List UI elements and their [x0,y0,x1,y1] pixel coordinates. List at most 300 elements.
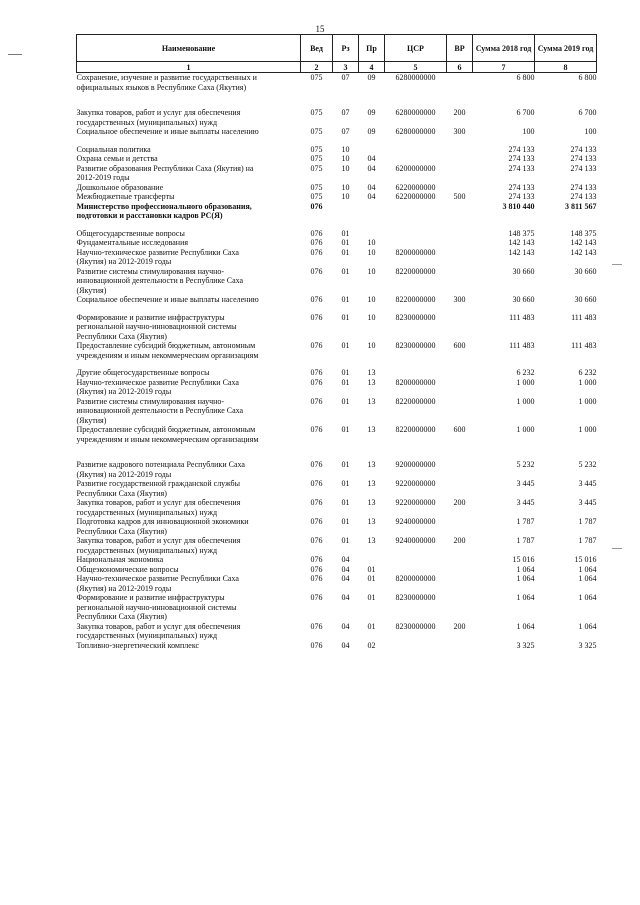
column-number: 4 [359,62,385,73]
cell-name-line: инновационной деятельности в Республике Саха [76,406,244,415]
cell-sum-2019: 1 787 [578,517,597,526]
cell-csr [385,368,447,378]
cell-name-line: Предоставление субсидий бюджетным, автономным [76,341,256,350]
cell-name [77,164,301,183]
cell-pr: 10 [367,266,376,276]
cell-name-line: Республики Саха (Якутия) [76,612,167,621]
cell-name-line: Республики Саха (Якутия) [76,331,167,341]
cell-rz: 04 [341,555,350,564]
cell-ved: 076 [310,564,323,574]
cell-name-line: Фундаментальные исследования [76,238,189,247]
cell-rz: 10 [341,144,350,154]
cell-rz: 04 [341,621,350,631]
cell-ved: 076 [310,593,323,602]
cell-sum-2018: 1 787 [516,517,535,526]
cell-sum-2018: 1 787 [516,536,535,545]
margin-mark [612,264,622,265]
cell-pr: 10 [367,312,376,322]
cell-pr: 09 [367,108,376,117]
cell-name [77,192,301,202]
cell-vr [447,565,473,575]
cell-sum-2019: 1 064 [578,621,597,631]
cell-pr [359,145,385,155]
cell-sum-2019: 1 064 [578,593,597,602]
cell-vr [447,555,473,565]
cell-pr: 13 [367,368,376,377]
cell-pr [359,229,385,239]
cell-pr: 01 [367,574,376,583]
cell-rz: 01 [341,368,350,377]
cell-vr [447,145,473,155]
cell-name [77,425,301,444]
cell-name-line: Другие общегосударственные вопросы [76,368,210,377]
cell-sum-2019: 148 375 [570,228,597,238]
cell-rz: 04 [341,564,350,574]
cell-csr: 9200000000 [395,460,436,469]
table-row [77,517,597,536]
cell-csr: 9220000000 [395,498,436,507]
cell-rz: 01 [341,238,350,247]
table-row [77,425,597,444]
cell-pr: 01 [367,564,376,574]
cell-name-line: Социальное обеспечение и иные выплаты населению [76,127,259,136]
cell-rz: 01 [341,425,350,434]
cell-name [77,248,301,267]
column-number: 5 [385,62,447,73]
cell-ved: 076 [310,312,323,322]
cell-pr [359,202,385,221]
cell-name-line: Общеэкономические вопросы [76,564,179,574]
cell-sum-2018: 30 660 [512,266,535,276]
cell-name-line: государственных (муниципальных) нужд [76,117,218,127]
cell-csr: 8220000000 [395,295,436,304]
cell-pr: 13 [367,377,376,387]
cell-sum-2018: 6 232 [516,368,535,377]
cell-name-line: Социальное обеспечение и иные выплаты населению [76,295,259,304]
cell-name-line: Закупка товаров, работ и услуг для обеспечения [76,621,241,631]
cell-rz: 10 [341,192,350,201]
cell-name [77,183,301,193]
cell-csr: 8230000000 [395,621,436,631]
cell-vr [447,368,473,378]
cell-sum-2018: 111 483 [509,341,535,350]
cell-csr: 8220000000 [395,266,436,276]
cell-pr: 01 [367,593,376,602]
cell-sum-2018: 5 232 [516,460,535,469]
cell-vr: 600 [453,341,466,350]
cell-rz: 04 [341,574,350,583]
cell-name-line: Министерство профессионального образования, [76,201,252,211]
row-spacer-cell [77,444,597,452]
cell-name-line: (Якутия) на 2012-2019 годы [76,469,172,479]
cell-csr [385,565,447,575]
cell-ved: 076 [310,295,323,304]
cell-rz: 07 [341,127,350,136]
cell-vr [447,517,473,536]
cell-vr [447,593,473,622]
cell-csr: 9220000000 [395,479,436,488]
cell-name [77,593,301,622]
cell-name-line: (Якутия) [76,285,107,295]
cell-ved: 075 [310,73,323,82]
row-spacer [77,305,597,313]
column-header-rz: Рз [333,35,359,62]
row-spacer [77,221,597,229]
cell-vr [447,460,473,479]
table-row [77,368,597,378]
cell-sum-2019: 6 232 [578,368,597,377]
cell-sum-2018: 1 064 [516,593,535,602]
cell-name [77,127,301,137]
cell-sum-2018: 1 000 [516,396,535,406]
cell-rz: 01 [341,295,350,304]
table-row [77,593,597,622]
cell-vr [447,229,473,239]
cell-vr [447,267,473,296]
cell-csr: 9240000000 [395,517,436,526]
cell-ved: 076 [310,574,323,583]
cell-sum-2018: 3 445 [516,479,535,488]
cell-csr [385,202,447,221]
cell-name-line: Сохранение, изучение и развитие государственных и [76,73,257,82]
table-row [77,73,597,93]
cell-vr: 300 [453,127,466,136]
cell-vr [447,397,473,426]
cell-name-line: Социальная политика [76,144,151,154]
cell-name [77,229,301,239]
budget-table-sheet [76,34,596,650]
cell-name-line: Закупка товаров, работ и услуг для обеспечения [76,498,241,507]
cell-pr [359,555,385,565]
cell-name-line: Предоставление субсидий бюджетным, автономным [76,425,256,434]
column-number: 3 [333,62,359,73]
column-number: 6 [447,62,473,73]
cell-name [77,108,301,127]
cell-sum-2019: 3 811 567 [564,201,597,211]
cell-sum-2019: 30 660 [574,295,597,304]
cell-sum-2019: 111 483 [571,341,597,350]
cell-name [77,341,301,360]
cell-csr [385,145,447,155]
cell-sum-2019: 3 325 [578,640,597,650]
cell-name-line: Развитие системы стимулирования научно- [76,396,225,406]
row-spacer [77,444,597,452]
cell-csr [385,641,447,651]
cell-pr: 13 [367,396,376,406]
table-row [77,574,597,593]
cell-sum-2018: 6 800 [516,73,535,82]
cell-name-line: Подготовка кадров для инновационной экономики [76,517,249,526]
cell-name-line: (Якутия) на 2012-2019 годы [76,583,172,593]
cell-sum-2019: 274 133 [570,144,597,154]
cell-ved: 076 [310,377,323,387]
table-row [77,378,597,397]
column-header-ved: Вед [301,35,333,62]
cell-ved: 076 [310,396,323,406]
cell-vr [447,154,473,164]
cell-ved: 075 [310,154,323,163]
margin-mark [612,548,622,549]
cell-name-line: (Якутия) на 2012-2019 годы [76,257,172,266]
cell-rz: 10 [341,182,350,192]
column-number: 7 [473,62,535,73]
cell-name-line: Развитие государственной гражданской службы [76,479,240,488]
cell-csr: 8230000000 [395,341,436,350]
table-row [77,229,597,239]
cell-sum-2019: 3 445 [578,479,597,488]
cell-ved: 076 [310,341,323,350]
table-row [77,202,597,221]
cell-csr [385,229,447,239]
cell-sum-2019: 15 016 [574,555,597,564]
cell-pr: 13 [367,498,376,507]
cell-name [77,378,301,397]
cell-vr [447,479,473,498]
table-row [77,238,597,248]
column-number: 1 [77,62,301,73]
table-row [77,622,597,641]
cell-csr: 8220000000 [395,396,436,406]
cell-rz: 07 [341,73,350,82]
column-header-sum-2019: Сумма 2019 год [535,35,597,62]
cell-name [77,313,301,342]
cell-rz: 07 [341,108,350,117]
cell-name-line: Национальная экономика [76,555,164,564]
cell-vr: 300 [453,295,466,304]
cell-pr: 10 [367,341,376,350]
cell-name-line: Формирование и развитие инфраструктуры [76,593,225,602]
cell-sum-2019: 274 133 [570,192,597,201]
cell-rz: 01 [341,341,350,350]
cell-vr: 200 [453,621,466,631]
cell-sum-2018: 6 700 [516,108,535,117]
cell-pr: 13 [367,460,376,469]
row-spacer-cell [77,305,597,313]
column-header-sum-2018: Сумма 2018 год [473,35,535,62]
cell-name-line: учреждениям и иным некоммерческим организациям [76,434,259,444]
table-row [77,267,597,296]
cell-vr: 200 [453,498,466,507]
cell-name [77,498,301,517]
cell-sum-2018: 3 445 [516,498,535,507]
cell-sum-2018: 274 133 [508,163,535,173]
cell-sum-2019: 5 232 [578,460,597,469]
cell-sum-2018: 142 143 [508,247,535,257]
cell-sum-2018: 142 143 [508,238,535,247]
cell-sum-2019: 1 787 [578,536,597,545]
cell-csr [385,238,447,248]
cell-vr [447,183,473,193]
cell-name-line: Охрана семьи и детства [76,154,158,163]
cell-vr [447,574,473,593]
cell-name [77,641,301,651]
cell-name-line: инновационной деятельности в Республике Саха [76,276,244,285]
row-spacer [77,137,597,145]
table-row [77,555,597,565]
cell-name-line: (Якутия) [76,415,107,425]
cell-csr: 6280000000 [395,73,436,82]
cell-name [77,574,301,593]
column-header-csr: ЦСР [385,35,447,62]
cell-rz: 01 [341,377,350,387]
table-row [77,192,597,202]
row-spacer-cell [77,360,597,368]
row-spacer [77,92,597,100]
cell-ved: 075 [310,182,323,192]
cell-sum-2018: 1 000 [516,425,535,434]
cell-name [77,460,301,479]
cell-vr [447,248,473,267]
cell-ved: 076 [310,266,323,276]
cell-csr: 6280000000 [395,108,436,117]
table-row [77,641,597,651]
cell-ved: 075 [310,192,323,201]
cell-ved: 076 [310,238,323,247]
row-spacer-cell [77,221,597,229]
cell-rz: 10 [341,163,350,173]
table-body [77,73,597,651]
cell-name-line: Республики Саха (Якутия) [76,526,167,536]
cell-csr: 8200000000 [395,574,436,583]
table-row [77,145,597,155]
cell-name-line: Общегосударственные вопросы [76,228,185,238]
table-row [77,479,597,498]
cell-vr [447,641,473,651]
cell-sum-2018: 3 325 [516,640,535,650]
cell-name-line: (Якутия) на 2012-2019 годы [76,387,172,396]
cell-csr: 9240000000 [395,536,436,545]
cell-vr [447,313,473,342]
cell-sum-2018: 1 064 [516,574,535,583]
cell-ved: 076 [310,555,323,564]
table-row [77,498,597,517]
cell-rz: 01 [341,266,350,276]
cell-ved: 076 [310,228,323,238]
cell-sum-2019: 1 000 [578,425,597,434]
cell-sum-2019: 111 483 [571,312,597,322]
cell-name [77,479,301,498]
row-spacer [77,452,597,460]
column-header-name: Наименование [77,35,301,62]
column-number: 2 [301,62,333,73]
cell-csr: 8230000000 [395,312,436,322]
cell-sum-2019: 30 660 [574,266,597,276]
cell-vr: 200 [453,536,466,545]
cell-csr: 8230000000 [395,593,436,602]
cell-pr: 04 [367,192,376,201]
cell-csr: 8200000000 [395,247,436,257]
cell-name-line: государственных (муниципальных) нужд [76,507,218,517]
cell-name [77,555,301,565]
cell-name [77,368,301,378]
table-row [77,341,597,360]
cell-pr: 13 [367,425,376,434]
cell-sum-2019: 100 [584,127,597,136]
cell-ved: 076 [310,640,323,650]
cell-name [77,536,301,555]
cell-vr: 500 [453,192,466,201]
table-row [77,313,597,342]
table-row [77,183,597,193]
cell-rz: 01 [341,536,350,545]
row-spacer [77,100,597,108]
cell-rz: 01 [341,460,350,469]
cell-name-line: Научно-техническое развитие Республики Саха [76,574,239,583]
table-row [77,460,597,479]
cell-sum-2019: 1 064 [578,574,597,583]
row-spacer [77,360,597,368]
cell-rz: 10 [341,154,350,163]
cell-sum-2019: 1 064 [578,564,597,574]
cell-sum-2018: 274 133 [508,182,535,192]
cell-name [77,622,301,641]
cell-rz: 01 [341,396,350,406]
cell-pr: 10 [367,247,376,257]
cell-ved: 075 [310,127,323,136]
cell-sum-2018: 1 064 [516,564,535,574]
cell-pr: 13 [367,517,376,526]
column-header-pr: Пр [359,35,385,62]
row-spacer-cell [77,92,597,100]
cell-name [77,565,301,575]
cell-vr [447,73,473,93]
cell-csr: 6200000000 [395,163,436,173]
cell-ved: 076 [310,425,323,434]
cell-sum-2019: 274 133 [570,182,597,192]
table-row [77,154,597,164]
cell-csr [385,154,447,164]
cell-rz: 01 [341,517,350,526]
cell-sum-2019: 142 143 [570,238,597,247]
cell-ved: 076 [310,517,323,526]
cell-name [77,517,301,536]
cell-csr [385,555,447,565]
table-row [77,295,597,305]
cell-sum-2018: 30 660 [512,295,535,304]
cell-sum-2019: 3 445 [578,498,597,507]
cell-pr: 04 [367,163,376,173]
cell-sum-2018: 3 810 440 [502,201,535,211]
cell-name-line: Дошкольное образование [76,182,164,192]
cell-sum-2018: 148 375 [508,228,535,238]
cell-name [77,145,301,155]
cell-csr: 6220000000 [395,192,436,201]
cell-name-line: Развитие образования Республики Саха (Якутия) на [76,163,254,173]
cell-name-line: 2012-2019 годы [76,173,130,182]
cell-name-line: Развитие системы стимулирования научно- [76,266,225,276]
cell-name-line: Развитие кадрового потенциала Республики Саха [76,460,245,469]
cell-pr: 09 [367,73,376,82]
cell-name [77,73,301,93]
cell-rz [333,202,359,221]
cell-name-line: Закупка товаров, работ и услуг для обеспечения [76,108,241,117]
row-spacer-cell [77,100,597,108]
row-spacer-cell [77,137,597,145]
cell-sum-2018: 1 000 [516,377,535,387]
cell-rz: 04 [341,640,350,650]
cell-csr: 6220000000 [395,182,436,192]
table-row [77,397,597,426]
cell-ved: 076 [310,479,323,488]
cell-vr: 200 [453,108,466,117]
cell-sum-2019: 274 133 [570,163,597,173]
cell-name [77,295,301,305]
header-row [77,35,597,62]
cell-pr: 01 [367,621,376,631]
cell-sum-2018: 100 [522,127,535,136]
cell-ved: 076 [310,460,323,469]
cell-ved: 076 [310,247,323,257]
